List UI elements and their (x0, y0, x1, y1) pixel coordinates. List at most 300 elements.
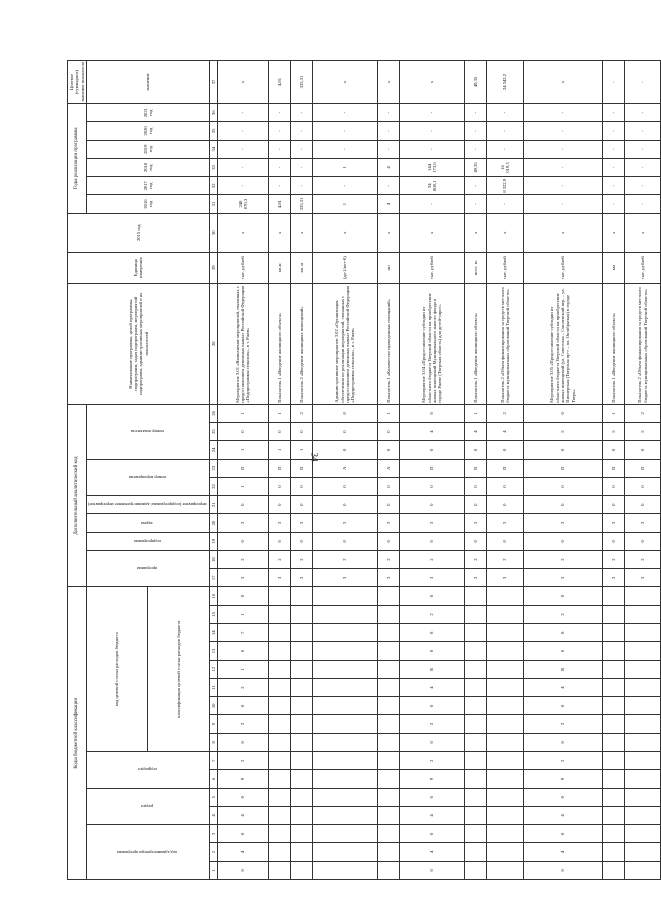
code-cell: 0 (313, 532, 378, 550)
code-cell: 2 (290, 550, 312, 568)
code-cell: 0 (400, 587, 465, 605)
code-cell: А (377, 459, 399, 477)
code-cell (624, 642, 661, 660)
code-cell: 4 (400, 806, 465, 824)
code-cell: 0 (400, 733, 465, 751)
code-cell (290, 678, 312, 696)
row-name-cell: Мероприятие 3.01 «Выполнение мероприятий, связанных с предоставлением денежных выплат Российской Федерации «Подпрограммы сельских», в т. Ржев» (218, 283, 269, 404)
code-cell (464, 697, 486, 715)
code-cell: 2 (400, 752, 465, 770)
code-cell: 3 (290, 514, 312, 532)
unit-cell: пост. м. (464, 252, 486, 283)
code-cell: 0 (268, 422, 290, 440)
code-cell: 2 (313, 550, 378, 568)
code-cell: 3 (602, 514, 624, 532)
code-cell (624, 660, 661, 678)
code-cell (313, 861, 378, 879)
code-cell: 3 (464, 569, 486, 587)
code-cell (602, 825, 624, 843)
code-cell: 2 (464, 550, 486, 568)
table-row (464, 61, 486, 880)
code-cell (268, 733, 290, 751)
code-cell (624, 624, 661, 642)
code-cell (313, 843, 378, 861)
code-cell (487, 733, 523, 751)
year-2017-cell: - (624, 177, 661, 195)
final-value-cell: х (377, 61, 399, 104)
code-cell (602, 752, 624, 770)
code-cell: П (218, 459, 269, 477)
year-2017-cell: - (290, 177, 312, 195)
code-cell (602, 624, 624, 642)
code-cell: 3 (377, 514, 399, 532)
code-cell (624, 678, 661, 696)
unit-cell: кв. м (290, 252, 312, 283)
year-2015-cell: х (290, 213, 312, 252)
code-cell: 0 (523, 496, 602, 514)
code-cell: 2 (218, 678, 269, 696)
year-2020-cell: - (487, 122, 523, 140)
year-2019-cell: - (624, 140, 661, 158)
code-cell (313, 825, 378, 843)
code-cell: 5 (523, 422, 602, 440)
row-name-cell: Показатель 2 «Объем финансирования за средств местного бюджета муниципальных образований Тверской области» (487, 283, 523, 404)
year-2018-cell: 49,35 (464, 158, 486, 176)
code-cell (290, 843, 312, 861)
column-number: 10 (209, 697, 217, 715)
code-cell: 3 (218, 569, 269, 587)
year-2017-cell: 8 322,9 (487, 177, 523, 195)
column-number: 7 (209, 752, 217, 770)
code-cell: 4 (487, 422, 523, 440)
code-cell: 4 (400, 678, 465, 696)
code-cell (290, 733, 312, 751)
year-2019-cell: - (602, 140, 624, 158)
year-2016-cell: 248 070,3 (218, 195, 269, 213)
code-cell: 0 (268, 477, 290, 495)
code-cell: 5 (602, 422, 624, 440)
code-cell (290, 605, 312, 623)
code-cell: 0 (523, 477, 602, 495)
code-cell: 2 (624, 404, 661, 422)
code-cell: 0 (487, 532, 523, 550)
year-2021-cell: - (268, 104, 290, 122)
code-cell: 4 (464, 422, 486, 440)
year-2021-cell: - (523, 104, 602, 122)
code-cell (268, 806, 290, 824)
code-cell: 3 (400, 715, 465, 733)
year-2015-cell: х (487, 213, 523, 252)
year-2018-cell: 16 019,3 (487, 158, 523, 176)
program-label: программа (137, 566, 158, 572)
final-value-cell: 335,31 (290, 61, 312, 104)
code-cell: 0 (523, 404, 602, 422)
code-cell: П (290, 459, 312, 477)
final-value-cell: х (313, 61, 378, 104)
code-cell (377, 861, 399, 879)
code-cell (487, 605, 523, 623)
column-number: 17 (209, 569, 217, 587)
code-cell (602, 806, 624, 824)
code-cell: 0 (523, 825, 602, 843)
code-cell (268, 678, 290, 696)
row-name-cell: Показатель 1 «Введение жилищного объекта» (602, 283, 624, 404)
year-2015-cell: х (624, 213, 661, 252)
code-cell: 0 (290, 477, 312, 495)
code-cell (464, 733, 486, 751)
code-cell: 0 (290, 496, 312, 514)
code-cell: 0 (523, 697, 602, 715)
year-2020-cell: - (377, 122, 399, 140)
code-cell: 3 (624, 569, 661, 587)
code-cell: 1 (377, 404, 399, 422)
year-2015-cell: х (602, 213, 624, 252)
header-value: значение (86, 61, 209, 104)
header-row-top (68, 61, 87, 880)
code-cell: 0 (602, 496, 624, 514)
year-2019-cell: - (487, 140, 523, 158)
header-2016: 2016 год (86, 195, 209, 213)
code-cell (624, 861, 661, 879)
code-cell (487, 788, 523, 806)
code-cell (290, 861, 312, 879)
column-number: 26 (209, 404, 217, 422)
code-cell: 3 (400, 514, 465, 532)
code-cell: 0 (602, 441, 624, 459)
code-cell: П (624, 459, 661, 477)
header-subprogram (86, 532, 209, 550)
header-program (86, 550, 209, 587)
year-2015-cell: х (268, 213, 290, 252)
code-cell: 1 (218, 605, 269, 623)
code-cell: 7 (218, 624, 269, 642)
row-name-cell: Показатель 2 «Объем финансирования за средств местного бюджета муниципальных образований Тверской области» (624, 283, 661, 404)
code-cell (464, 752, 486, 770)
code-cell: 0 (218, 733, 269, 751)
code-cell (377, 752, 399, 770)
unit-cell: тыс. рублей (523, 252, 602, 283)
code-cell (290, 825, 312, 843)
year-2018-cell: - (602, 158, 624, 176)
final-value-cell: 4,81 (268, 61, 290, 104)
code-cell (290, 697, 312, 715)
column-number: 22 (209, 477, 217, 495)
code-cell (464, 806, 486, 824)
code-cell (624, 843, 661, 861)
unit-cell: кв.м (268, 252, 290, 283)
code-cell: 0 (290, 532, 312, 550)
code-cell: 2 (487, 550, 523, 568)
column-number: 2 (209, 843, 217, 861)
header-admin-code (86, 825, 209, 880)
code-cell: 9 (400, 770, 465, 788)
code-cell: 9 (218, 770, 269, 788)
code-cell (487, 624, 523, 642)
row-name-cell: Показатель 1 «Количество проведенных совещаний» (377, 283, 399, 404)
year-2017-cell: - (464, 177, 486, 195)
code-cell: 3 (523, 715, 602, 733)
unit-cell: км (602, 252, 624, 283)
code-cell: 1 (218, 660, 269, 678)
code-cell (602, 587, 624, 605)
code-cell: 0 (313, 422, 378, 440)
code-cell (487, 861, 523, 879)
code-cell: 1 (218, 404, 269, 422)
code-cell (268, 825, 290, 843)
code-cell (487, 697, 523, 715)
code-cell (464, 660, 486, 678)
indicator-no-label: номер показателя (130, 429, 164, 435)
column-number: 15 (209, 605, 217, 623)
code-cell: 3 (218, 514, 269, 532)
admin-code-label: код администратора программы (117, 849, 178, 855)
code-cell (313, 624, 378, 642)
code-cell: 1 (268, 404, 290, 422)
header-2018: 2018 год (86, 158, 209, 176)
year-2015-cell: х (313, 213, 378, 252)
code-cell: 4 (400, 843, 465, 861)
column-number: 19 (209, 532, 217, 550)
code-cell (487, 825, 523, 843)
code-cell (377, 843, 399, 861)
year-2019-cell: - (400, 140, 465, 158)
code-cell: 0 (400, 697, 465, 715)
code-cell (268, 770, 290, 788)
column-number: 21 (209, 496, 217, 514)
header-task (86, 514, 209, 532)
year-2021-cell: - (290, 104, 312, 122)
code-cell: 1 (268, 441, 290, 459)
code-cell: 0 (400, 441, 465, 459)
code-cell (624, 715, 661, 733)
code-cell: 2 (400, 605, 465, 623)
code-cell: 0 (523, 441, 602, 459)
code-cell (290, 660, 312, 678)
header-2021: 2021 год (86, 104, 209, 122)
code-cell: 2 (523, 605, 602, 623)
code-cell: 2 (523, 752, 602, 770)
year-2019-cell: - (290, 140, 312, 158)
year-2021-cell: - (464, 104, 486, 122)
header-row-middle (86, 61, 147, 880)
code-cell: 0 (218, 532, 269, 550)
code-cell (464, 642, 486, 660)
table-row (400, 61, 465, 880)
code-cell: 3 (523, 569, 602, 587)
code-cell (268, 697, 290, 715)
code-cell (377, 587, 399, 605)
table-row (624, 61, 661, 880)
code-cell: 8 (523, 624, 602, 642)
code-cell: 0 (464, 441, 486, 459)
rotated-table-sheet (67, 60, 648, 880)
year-2020-cell: - (624, 122, 661, 140)
code-cell: 0 (218, 422, 269, 440)
code-cell (377, 678, 399, 696)
code-cell (602, 733, 624, 751)
code-cell: 0 (523, 532, 602, 550)
code-cell: 1 (464, 404, 486, 422)
row-name-cell: Мероприятие 3.04 «Предоставление субсидии из областного бюджета Тверской области на приобретение жилых помещений Муниципального жилого фонда в городе Ржеве (Тверская область) для детей-сирот» (400, 283, 465, 404)
code-cell: П (400, 459, 465, 477)
code-cell (290, 752, 312, 770)
code-cell (464, 825, 486, 843)
column-number: 32 (209, 177, 217, 195)
unit-cell: тыс. рублей (487, 252, 523, 283)
year-2017-cell: - (218, 177, 269, 195)
code-cell: 0 (523, 861, 602, 879)
code-cell (268, 587, 290, 605)
code-cell (313, 788, 378, 806)
header-measure-no (86, 459, 209, 496)
column-number: 25 (209, 422, 217, 440)
year-2018-cell: - (624, 158, 661, 176)
code-cell (377, 788, 399, 806)
code-cell (377, 806, 399, 824)
code-cell: 4 (523, 678, 602, 696)
column-number: 24 (209, 441, 217, 459)
code-cell: 0 (218, 697, 269, 715)
code-cell: 3 (523, 514, 602, 532)
code-cell: 4 (523, 843, 602, 861)
code-cell: 0 (464, 532, 486, 550)
code-cell (487, 660, 523, 678)
code-cell (602, 843, 624, 861)
year-2019-cell: - (377, 140, 399, 158)
code-cell: 0 (602, 477, 624, 495)
code-cell: 2 (523, 550, 602, 568)
code-cell (624, 825, 661, 843)
code-cell: 0 (313, 441, 378, 459)
year-2019-cell: - (464, 140, 486, 158)
code-cell: 3 (624, 514, 661, 532)
code-cell: 2 (377, 550, 399, 568)
task-label: задача (141, 520, 154, 526)
code-cell: 0 (487, 496, 523, 514)
code-cell (602, 788, 624, 806)
code-cell: 2 (400, 550, 465, 568)
code-cell: 0 (377, 441, 399, 459)
year-2018-cell: 1 (313, 158, 378, 176)
code-cell: 2 (290, 404, 312, 422)
code-cell: 0 (400, 788, 465, 806)
page-number: 34 (309, 452, 320, 462)
table-row (218, 61, 269, 880)
column-number: 31 (209, 195, 217, 213)
code-cell: 0 (377, 532, 399, 550)
code-cell: 0 (487, 441, 523, 459)
year-2020-cell: - (218, 122, 269, 140)
code-cell: 0 (400, 477, 465, 495)
code-cell: 0 (624, 496, 661, 514)
code-cell: 0 (400, 861, 465, 879)
code-cell: R (400, 660, 465, 678)
code-cell: 3 (464, 514, 486, 532)
code-cell: 3 (268, 569, 290, 587)
column-number: 28 (209, 283, 217, 404)
code-cell: 4 (523, 806, 602, 824)
code-cell: 3 (268, 514, 290, 532)
code-cell (624, 788, 661, 806)
column-number: 14 (209, 624, 217, 642)
code-cell: 3 (313, 569, 378, 587)
year-2017-cell: - (377, 177, 399, 195)
year-2016-cell: - (624, 195, 661, 213)
year-2019-cell: - (268, 140, 290, 158)
header-target-article: код целевой статьи расходов бюджета (86, 587, 147, 752)
code-cell: 0 (624, 532, 661, 550)
code-cell: 0 (377, 422, 399, 440)
code-cell (290, 587, 312, 605)
code-cell: 1 (290, 441, 312, 459)
code-cell (313, 587, 378, 605)
header-target-article-sub (148, 587, 209, 752)
header-budget-codes: Коды бюджетной классификации (68, 587, 87, 880)
header-unit: Единица измерения (68, 252, 210, 283)
code-cell: 4 (400, 422, 465, 440)
code-cell: 0 (602, 532, 624, 550)
code-cell: П (487, 459, 523, 477)
year-2021-cell: - (624, 104, 661, 122)
column-number: 1 (209, 861, 217, 879)
code-cell (464, 624, 486, 642)
final-value-cell: 49,35 (464, 61, 486, 104)
code-cell: 0 (218, 825, 269, 843)
year-2016-cell: 4 (377, 195, 399, 213)
table-row (268, 61, 290, 880)
code-cell (464, 678, 486, 696)
column-number: 35 (209, 122, 217, 140)
code-cell: 0 (290, 422, 312, 440)
year-2017-cell: - (602, 177, 624, 195)
code-cell (313, 715, 378, 733)
code-cell (377, 770, 399, 788)
column-number: 33 (209, 158, 217, 176)
code-cell: 0 (218, 587, 269, 605)
code-cell: 0 (313, 496, 378, 514)
column-number: 20 (209, 514, 217, 532)
code-cell (487, 642, 523, 660)
column-number: 3 (209, 825, 217, 843)
code-cell: 0 (464, 496, 486, 514)
final-value-cell: х (523, 61, 602, 104)
code-cell (268, 624, 290, 642)
final-value-cell: - (624, 61, 661, 104)
code-cell: 0 (218, 788, 269, 806)
code-cell (624, 587, 661, 605)
code-cell (464, 605, 486, 623)
code-cell: 0 (313, 404, 378, 422)
code-cell (487, 843, 523, 861)
final-value-cell: - (602, 61, 624, 104)
header-subsection (86, 752, 209, 789)
code-cell: П (602, 459, 624, 477)
code-cell: 0 (624, 477, 661, 495)
column-number: 18 (209, 550, 217, 568)
code-cell: 0 (268, 532, 290, 550)
table-row (487, 61, 523, 880)
column-number-row (209, 61, 217, 880)
table-body (218, 61, 661, 880)
row-name-cell: Показатель 2 «Введение жилищных помещений» (290, 283, 312, 404)
column-number: 34 (209, 140, 217, 158)
code-cell (624, 605, 661, 623)
code-cell (487, 752, 523, 770)
code-cell (290, 715, 312, 733)
year-2016-cell: - (464, 195, 486, 213)
code-cell (313, 642, 378, 660)
year-2016-cell: 4,81 (268, 195, 290, 213)
